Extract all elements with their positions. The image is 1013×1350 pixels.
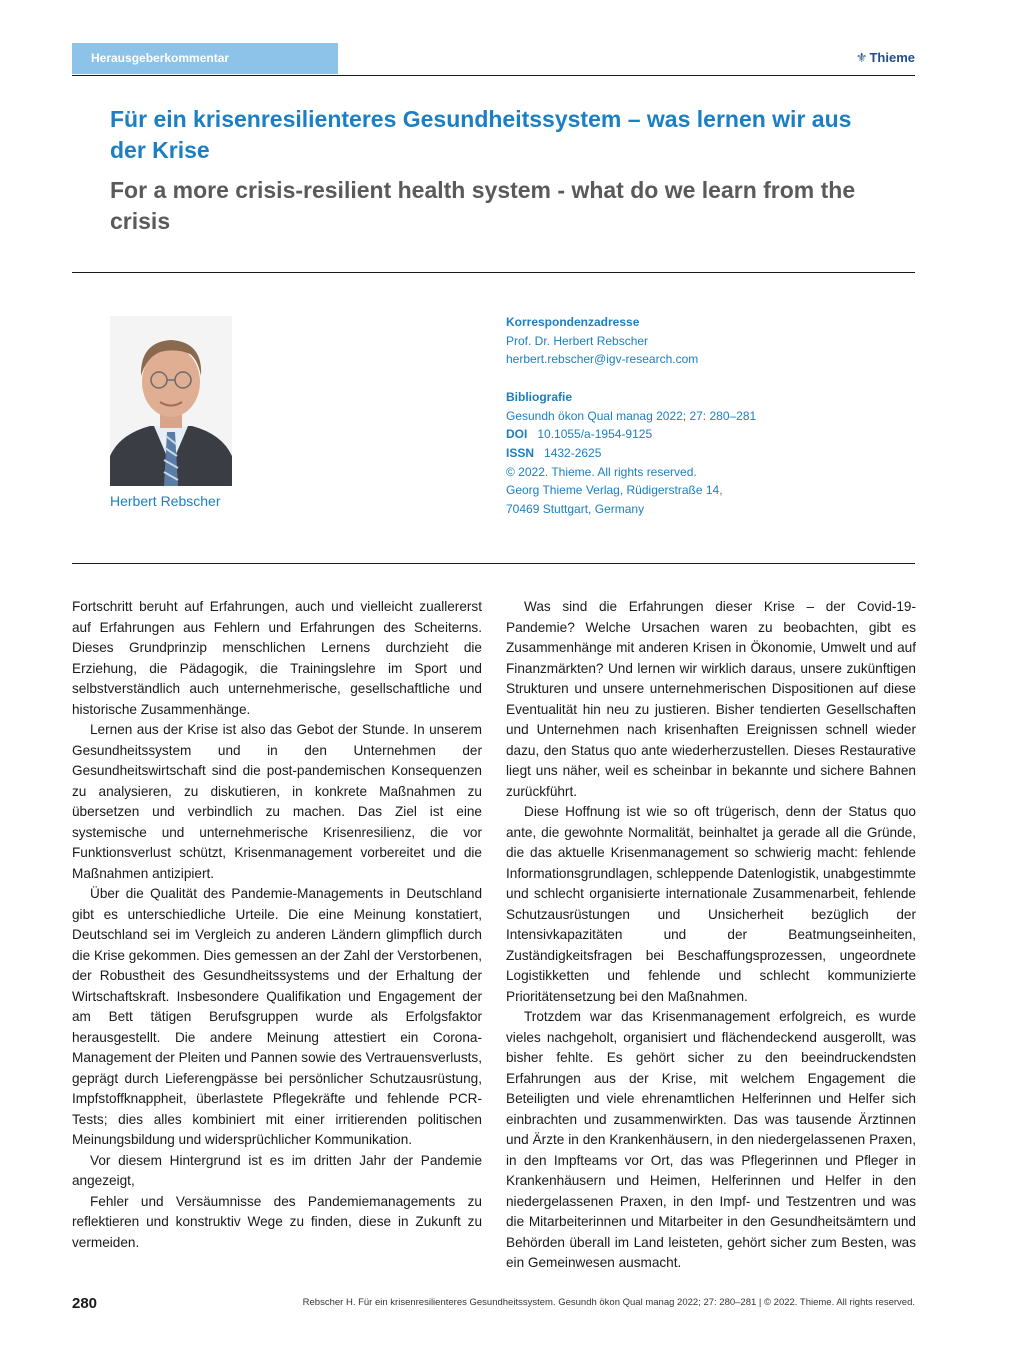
thieme-crest-icon: ⚜ [855,50,868,65]
body-paragraph: Über die Qualität des Pandemie-Managements in Deutschland gibt es unterschiedliche Urteile. Die eine Meinung konstatiert, Deutschland sei im Vergleich zu anderen Ländern glimpflich durch die Krise gekommen. Dies gemessen an der Zahl der Verstorbenen, der Robustheit des Gesundheitssystems und der Erhaltung der Wirtschaftskraft. Insbesondere Qualifikation und Engagement der am Bett tätigen Berufsgruppen wurde als Erfolgsfaktor herausgestellt. Die andere Meinung attestiert ein Corona-Management der Pleiten und Pannen sowie des Vertrauensverlusts, geprägt durch Lieferengpässe bei persönlicher Schutzausrüstung, Impfstoffknappheit, überlastete Pflegekräfte und fehlende PCR-Tests; dies alles kombiniert mit einer irritierenden politischen Meinungsbildung und widersprüchlicher Kommunikation. [72,886,482,1147]
issn-label: ISSN [506,445,535,460]
section-label: Herausgeberkommentar [72,43,338,74]
body-top-rule [72,563,915,564]
header-rule [72,75,915,76]
correspondence-heading: Korrespondenzadresse [506,315,640,329]
publisher-name: Thieme [869,50,915,65]
publisher-address-line-1: Georg Thieme Verlag, Rüdigerstraße 14, [506,483,723,498]
doi-value[interactable]: 10.1055/a-1954-9125 [537,427,653,442]
author-caption: Herbert Rebscher [110,493,221,509]
issn-value: 1432-2625 [544,445,602,460]
copyright-line: © 2022. Thieme. All rights reserved. [506,464,697,479]
body-paragraph: Diese Hoffnung ist wie so oft trügerisch, denn der Status quo ante, die gewohnte Normalität, beinhaltet ja gerade all die Gründe, die das aktuelle Krisenmanagement so schwierig macht: fehlende Informationsgrundlagen, schleppende Datenlogistik, unabgestimmte und schlecht organisierte internationale Zusammenarbeit, fehlende Schutzausrüstungen und Unsicherheit bezüglich der Intensivkapazitäten und der Beatmungseinheiten, Zuständigkeitsfragen bei Beschaffungsprozessen, ungeordnete Logistikketten und fehlende und schlecht kommunizierte Prioritätensetzung bei den Maßnahmen. [506,804,916,1004]
article-title-english: For a more crisis-resilient health system - what do we learn from the crisis [110,177,856,234]
body-paragraph: Fehler und Versäumnisse des Pandemiemanagements zu reflektieren und konstruktiv Wege zu finden, diese in Zukunft zu vermeiden. [72,1193,482,1250]
title-rule [72,272,915,273]
issn-line [506,444,886,463]
page-number: 280 [72,1295,98,1312]
body-column-left [72,597,482,1253]
body-paragraph: Was sind die Erfahrungen dieser Krise – der Covid-19-Pandemie? Welche Ursachen waren zu beobachten, gibt es Zusammenhänge mit anderen Krisen in Ökonomie, Umwelt und auf Finanzmärkten? Und lernen wir wirklich daraus, unsere zukünftigen Strukturen und unsere unternehmerischen Dispositionen auf diese Eventualität hin neu zu justieren. Bisher tendierten Gesellschaften und Unternehmen nach krisenhaften Ereignissen schnell wieder dazu, den Status quo ante wiederherzustellen. Dieses Restaurative liegt uns näher, weil es scheinbar in bekannte und sichere Bahnen zurückführt. [506,599,916,799]
footer-citation: Rebscher H. Für ein krisenresilienteres Gesundheitssystem. Gesundh ökon Qual manag 2022; 27: 280–281 | © 2022. Thieme. All rights reserved. [302,1297,915,1308]
correspondence-email[interactable]: herbert.rebscher@igv-research.com [506,352,699,367]
correspondence-name: Prof. Dr. Herbert Rebscher [506,333,649,348]
bibliography-heading: Bibliografie [506,389,573,404]
article-title-german: Für ein krisenresilienteres Gesundheitssystem – was lernen wir aus der Krise [110,106,852,163]
publisher-address-line-2: 70469 Stuttgart, Germany [506,502,645,517]
bibliography-citation: Gesundh ökon Qual manag 2022; 27: 280–281 [506,408,757,423]
doi-line [506,425,886,444]
author-portrait-icon [110,316,232,486]
body-column-right [506,597,916,1274]
body-paragraph: Lernen aus der Krise ist also das Gebot der Stunde. In unserem Gesundheitssystem und in den Unternehmen der Gesundheitswirtschaft sind die post-pandemischen Konsequenzen zu analysieren, zu diskutieren, in konkrete Maßnahmen zu übersetzen und verbindlich zu machen. Das Ziel ist eine systemische und unternehmerische Krisenresilienz, die vor Funktionsverlust schützt, Krisenmanagement vorbereitet und die Maßnahmen antizipiert. [72,722,482,881]
body-paragraph: Vor diesem Hintergrund ist es im dritten Jahr der Pandemie angezeigt, [72,1152,482,1188]
body-paragraph: Fortschritt beruht auf Erfahrungen, auch und vielleicht zuallererst auf Erfahrungen aus Fehlern und Erfahrungen des Scheiterns. Dieses Grundprinzip menschlichen Lernens durchzieht die Erziehung, die Pädagogik, die Trainingslehre im Sport und selbstverständlich auch unternehmerische, gesellschaftliche und historische Zusammenhänge. [72,599,482,717]
author-portrait [110,316,232,486]
article-metadata [506,313,886,519]
doi-label: DOI [506,427,528,442]
body-paragraph: Trotzdem war das Krisenmanagement erfolgreich, es wurde vieles nachgeholt, organisiert und flächendeckend ausgerollt, was bisher fehlte. Es gehört sicher zu den beeindruckendsten Erfahrungen aus der Krise, mit welchem Engagement die Beteiligten und viele ehrenamtlichen Helferinnen und Helfer sich einbrachten und zusammenwirkten. Das was tausende Ärztinnen und Ärzte in den Krankenhäusern, in den niedergelassenen Praxen, in den Impfteams vor Ort, das was Pflegerinnen und Pfleger in Krankenhäusern und Heimen, Helferinnen und Helfer in den niedergelassenen Praxen, in den Impf- und Testzentren und was die Mitarbeiterinnen und Mitarbeiter in den Gesundheitsämtern und Behörden überall im Land leisteten, gehört sicher zum Besten, was ein Gemeinwesen ausmacht. [506,1009,916,1270]
publisher-logo [856,49,915,67]
